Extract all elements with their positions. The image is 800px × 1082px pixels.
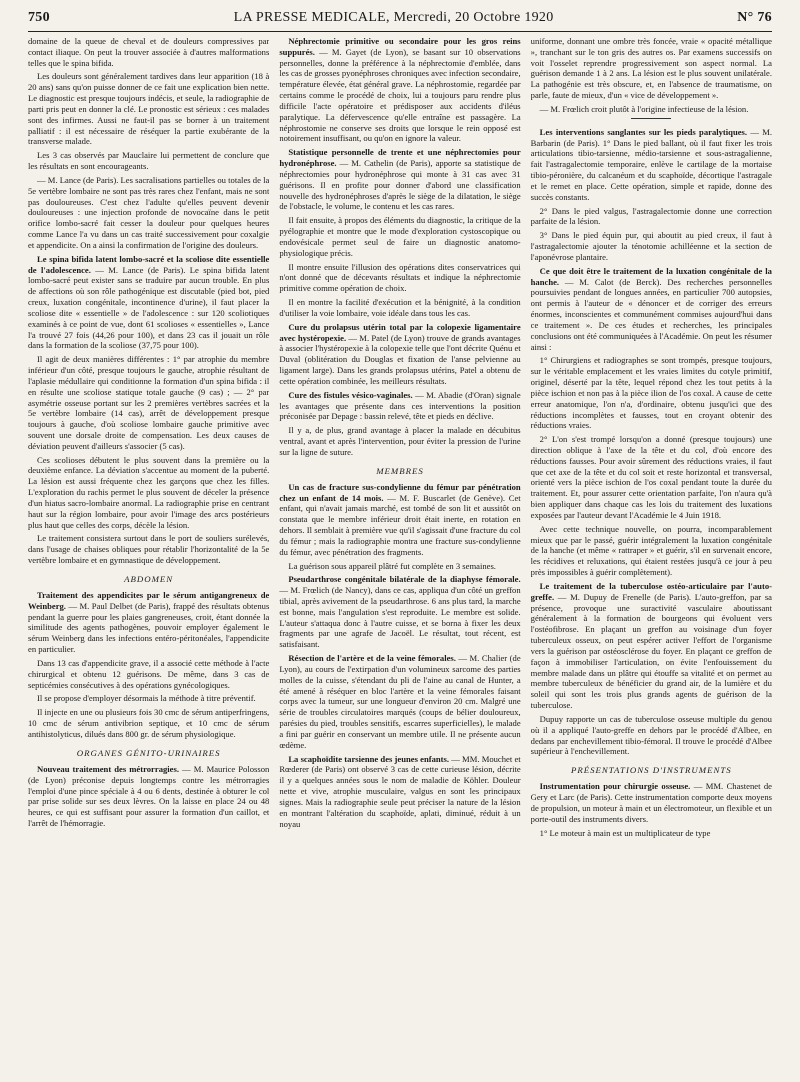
paragraph: La guérison sous appareil plâtré fut complète en 3 semaines. <box>288 560 496 571</box>
paragraph-heading: Ce que doit être le traitement de la luxation congénitale de la hanche. — M. Calot (de Berck). Des recherches personnelles poursuivies pendant de longues années, en particulier 700 autopsies, ont permis à l'auteur de « dénoncer et de corriger des erreurs énormes, inconscientes et communément commises aujourd'hui dans ce traitement ». De ces études et recherches, les principales conclusions ont été communiquées à l'Académie. On peut les résumer ainsi : <box>530 265 772 352</box>
paragraph: 1° Le moteur à main est un multiplicateur de type <box>539 827 711 838</box>
paragraph: 1° Chirurgiens et radiographes se sont trompés, presque toujours, sur le véritable emplacement et les vraies limites du cotyle primitif, originel, déserté par la tête, lequel répond chez les tout petits à la pièce ischion et non pas à la pièce ilion de l'os coxal. A cause de cette erreur anatomique, l'on n'a, d'ordinaire, obtenu jusqu'ici que des réductions incomplètes et fausses, tout en croyant obtenir des réductions vraies. <box>530 355 772 431</box>
paragraph-heading: Pseudarthrose congénitale bilatérale de la diaphyse fémorale. — M. Frœlich (de Nancy), dans ce cas, appliqua d'un côté un greffon tibial, après avivement de la pseudarthrose. 6 ans plus tard, la marche est bonne, mais l'angulation s'est reproduite. Le membre est solide. L'auteur s'attaqua donc à l'autre cuisse, et se borna à fixer les deux fragments par une agrafe de Jacoël. Le résultat, tout récent, est satisfaisant. <box>279 574 521 650</box>
paragraph-heading: Cure des fistules vésico-vaginales. — M. Abadie (d'Oran) signale les avantages que présente dans ces interventions la position préconisée par Depage : bassin relevé, tête et pieds en déclive. <box>279 389 521 422</box>
column-2 <box>279 36 520 1066</box>
page-header <box>28 10 772 32</box>
paragraph: Dupuy rapporte un cas de tuberculose osseuse multiple du genou où il a appliqué l'auto-greffe en dehors par le procédé d'Albee, en dedans par enchevillement tibio-fémoral. Il trouve le procédé d'Albee supérieur à l'enchevillement. <box>530 713 772 757</box>
paragraph-heading: Statistique personnelle de trente et une néphrectomies pour hydronéphrose. — M. Cathelin (de Paris), apporte sa statistique de néphrectomies pour hydronéphrose qui monte à 31 cas avec 31 guérisons. Il en profite pour donner d'abord une classification nouvelle des hydronéphroses d'après le siège de la dilatation, le siège de l'obstacle, le volume, le contenu et les cas rares. <box>279 147 521 212</box>
paragraph-heading: La scaphoïdite tarsienne des jeunes enfants. — MM. Mouchet et Rœderer (de Paris) ont observé 3 cas de cette curieuse lésion, décrite il y a quelques années sous le nom de maladie de Köhler. Douleur nette et vive, atrophie musculaire, valgus en sont les principaux signes. Mais la radiographie seule peut préciser la nature de la lésion en montrant l'altération du scaphoïde, aplati, diminué, réduit à un noyau <box>279 753 521 829</box>
paragraph: Il montre ensuite l'illusion des opérations dites conservatrices qui n'ont donné que de décevants résultats et indique la néphrectomie primitive comme opération de choix. <box>279 261 521 294</box>
paragraph: Il agit de deux manières différentes : 1° par atrophie du membre inférieur d'un côté, presque toujours le gauche, atrophie résultant de l'aplasie médullaire qui conditionne la formation d'un spina bifida : il en résulte une scoliose statique totale gauche (9 cas) ; — 2° par asymétrie osseuse portant sur les 2 premières vertèbres sacrées et la 5e vertèbre lombaire (14 cas), arrêt de développement presque toujours à gauche, d'où scoliose lombaire gauche primitive avec souvent une dorsale droite de compensation. Les deux causes de déviation peuvent d'ailleurs s'associer (5 cas). <box>28 354 270 451</box>
paragraph-heading: Les interventions sanglantes sur les pieds paralytiques. — M. Barbarin (de Paris). 1° Dans le pied ballant, où il faut fixer les trois articulations tibio-tarsienne, médio-tarsienne et sous-astragalienne, fait l'astragalectomie temporaire, enlève le cartilage de la mortaise tibio-péronière, du calcanéum et du scaphoïde, décortique l'astragale et le remet en place. Cette opération, simple et rapide, donne des succès constants. <box>530 126 772 202</box>
paragraph-heading: Résection de l'artère et de la veine fémorales. — M. Chalier (de Lyon), au cours de l'extirpation d'un volumineux sarcome des parties molles de la cuisse, s'étendant du pli de l'aine au canal de Hunter, a été amené à réséquer en bloc l'artère et la veine fémorales faisant corps avec la tumeur, sur une longueur d'environ 20 cm. Malgré une série de troubles circulatoires marqués (coups de bélier douloureux, parésies du pied, troubles sensitifs, escarres superficielles), le malade a fini par guérir en conservant un membre utile. Il ne présente aucun œdème. <box>279 653 521 750</box>
paragraph-heading: Nouveau traitement des métrorragies. — M. Maurice Polosson (de Lyon) préconise depuis longtemps contre les métrorragies l'emploi d'une pince spéciale à 4 ou 6 dents, destinée à obturer le col par prise solide sur ses deux lèvres. On la laisse en place 24 ou 48 heures, ce qui est suffisant pour assurer la formation d'un caillot, et l'arrêt de l'hémorragie. <box>28 763 270 828</box>
divider <box>631 118 671 119</box>
section-heading: ORGANES GÉNITO-URINAIRES <box>76 747 221 758</box>
paragraph: domaine de la queue de cheval et de douleurs compressives par contact iliaque. On peut la trouver associée à d'autres malformations telles que le spina bifida. <box>28 36 270 68</box>
paragraph: 2° Dans le pied valgus, l'astragalectomie donne une correction parfaite de la lésion. <box>530 205 772 227</box>
paragraph-heading: Cure du prolapsus utérin total par la colopexie ligamentaire avec hystéropexie. — M. Patel (de Lyon) trouve de grands avantages à associer l'hystéropexie à la colopexie telle que l'ont décrite Quénu et Duval (oblitération du Douglas et fixation de l'anse pelvienne au ligament large). Dans les grands prolapsus utérins, Patel a obtenu de cette opération combinée, les meilleurs résultats. <box>279 321 521 386</box>
paragraph: Il injecte en une ou plusieurs fois 30 cmc de sérum antiperfringens, 10 cmc de sérum antivibrion septique, et 10 cmc de sérum antihistolyticus, dilués dans 800 gr. de sérum physiologique. <box>28 707 270 739</box>
journal-title: LA PRESSE MEDICALE, Mercredi, 20 Octobre 1920 <box>233 10 554 25</box>
paragraph: Il y a, de plus, grand avantage à placer la malade en décubitus ventral, avant et après l'intervention, pour éviter la pression de l'urine sur la ligne de suture. <box>279 425 521 457</box>
paragraph: 3° Dans le pied équin pur, qui aboutit au pied creux, il faut à l'astragalectomie ajouter la ténotomie achilléenne et la section de l'aponévrose plantaire. <box>530 230 772 262</box>
section-heading: MEMBRES <box>376 465 424 476</box>
section-heading: PRÉSENTATIONS D'INSTRUMENTS <box>571 765 732 776</box>
paragraph: Il fait ensuite, à propos des éléments du diagnostic, la critique de la pyélographie et montre que le mode d'exploration cystoscopique ou endovésicale permet seul de faire un diagnostic anatomo-physiologique précis. <box>279 215 521 258</box>
paragraph: Il en montre la facilité d'exécution et la bénignité, à la condition d'utiliser la voie lombaire, voie idéale dans tous les cas. <box>279 297 521 318</box>
section-heading: ABDOMEN <box>124 573 174 584</box>
paragraph: Les douleurs sont généralement tardives dans leur apparition (18 à 20 ans) sans qu'on puisse donner de ce fait une explication bien nette. Le diagnostic est presque toujours indécis, et seule, la radiographie de parti pris peut en donner la clé. Le pronostic est sérieux : ces malades sont des infirmes. Aussi ne faut-il pas se borner à un traitement palliatif : il est nécessaire de réséquer la partie exubérante de la transverse malade. <box>28 71 270 147</box>
paragraph-heading: Instrumentation pour chirurgie osseuse. — MM. Chastenet de Gery et Larc (de Paris). Cette instrumentation comporte deux moyens de propulsion, un moteur à main et un électromoteur, un flexible et un porte-outil des instruments divers. <box>530 781 772 824</box>
page-number: 750 <box>28 10 50 25</box>
paragraph: Il se propose d'employer désormais la méthode à titre préventif. <box>37 693 256 704</box>
text-columns <box>28 36 772 1066</box>
paragraph: — M. Lance (de Paris). Les sacralisations partielles ou totales de la 5e vertèbre lombaire ne sont pas très rares chez l'enfant, mais ne sont pas douloureuses. C'est chez l'adulte qu'elles peuvent devenir douloureuses : une injection profonde de novocaïne dans le petit orifice lombo-sacré fait cesser la douleur pour quelques heures comme Lance l'a vu dans un cas traité successivement pour coxalgie et appendicite. On a ainsi la confirmation de l'origine des douleurs. <box>28 174 270 250</box>
paragraph: — M. Frœlich croit plutôt à l'origine infectieuse de la lésion. <box>539 103 749 114</box>
paragraph-heading: Néphrectomie primitive ou secondaire pour les gros reins suppurés. — M. Gayet (de Lyon), se basant sur 10 observations personnelles, donne la préférence à la néphrectomie d'emblée, dans les cas de grosses pyonéphroses chroniques avec infection secondaire, température élevée, état général grave. La néphrostomie, regardée par certains comme le procédé de choix, lui a toujours paru rendre plus difficile l'acte opératoire et prédisposer aux accidents d'iléus paralytique. La défervescence qu'elle entraîne est passagère. La néphrostomie ne conserve ses droits que lorsque le rein opposé est notoirement insuffisant, ou qu'on en ignore la valeur. <box>279 36 521 144</box>
column-1 <box>28 36 269 1066</box>
paragraph-heading: Un cas de fracture sus-condylienne du fémur par pénétration chez un enfant de 14 mois. — M. F. Buscarlet (de Genève). Cet enfant, qui n'avait jamais marché, est tombé de son lit et aussitôt on constata que le membre inférieur droit était inerte, en rotation en dehors. Il semblait à première vue qu'il s'agissait d'une fracture du col du fémur ; mais la radiographie montra une fracture sus-condylienne du fémur, avec pénétration des fragments. <box>279 481 521 557</box>
column-3 <box>531 36 772 1066</box>
paragraph: 2° L'on s'est trompé lorsqu'on a donné (presque toujours) une direction oblique à l'axe de la tête et du col, d'où encore des réductions fausses. Pour avoir sûrement des réductions vraies, il faut que cet axe de la tête et du col soit et reste horizontal et transversal, orienté vers la pièce ischion de l'os coxal pendant toute la durée du traitement. Et, pour assurer cette orientation parfaite, l'on n'aura qu'à bien appliquer dans chaque cas les lois du traitement des luxations exposées par l'auteur devant l'Académie le 4 Juin 1918. <box>530 434 772 520</box>
paragraph: Les 3 cas observés par Mauclaire lui permettent de conclure que les résultats en sont encourageants. <box>28 150 270 172</box>
paragraph-heading: Le spina bifida latent lombo-sacré et la scoliose dite essentielle de l'adolescence. — M. Lance (de Paris). Le spina bifida latent lombo-sacré peut exister sans se traduire par aucun trouble. En plus de affections où son rôle pathogénique est discutable (pied bot, pied creux, luxation congénitale, incontinence d'urine), il faut placer la scoliose dite « essentielle » de l'adolescence : sur 120 scoliotiques examinés à ce point de vue, dont 61 scolioses « essentielles », Lance l'a trouvé 27 fois (44,26 pour 100), et dans 23 cas il jouait un rôle dans la formation de la scoliose (37,75 pour 100). <box>28 253 270 351</box>
paragraph: Dans 13 cas d'appendicite grave, il a associé cette méthode à l'acte chirurgical et obtenu 12 guérisons. De même, dans 3 cas de septicémies consécutives à des opérations gynécologiques. <box>28 657 270 690</box>
paragraph-heading: Traitement des appendicites par le sérum antigangreneux de Weinberg. — M. Paul Delbet (de Paris), frappé des résultats obtenus pendant la guerre pour les plaies gangreneuses, croit, étant donnée la similitude des agents pathogènes, pouvoir employer également le sérum Weinberg dans les infections entéro-péritonéales, l'appendicite en particulier. <box>28 590 270 655</box>
paragraph: Avec cette technique nouvelle, on pourra, incomparablement mieux que par le passé, guérir intégralement la luxation congénitale de la hanche (et même « rattraper » et guérir, s'il en survenait encore, les récidives et reluxations, qui étaient restées jusqu'à ce jour à peu près impossibles à guérir complètement). <box>530 523 772 578</box>
issue-number: N° 76 <box>737 10 772 25</box>
paragraph: Le traitement consistera surtout dans le port de souliers surélevés, dans l'usage de chaises obliques pour rétablir l'horizontalité de la 5e vertèbre lombaire et en gymnastique de développement. <box>28 533 270 566</box>
paragraph: Ces scolioses débutent le plus souvent dans la première ou la deuxième enfance. La déviation s'accentue au moment de la puberté. La lésion est aussi fréquente chez les garçons que chez les filles. L'exploration du rachis permet le plus souvent de déceler la présence d'un hiatus sacro-lombaire anormal. La radiographie prise en centrant haut sur la région lombaire, pour avoir l'image des arcs postérieurs plus haut que celles des corps, décèle la lésion. <box>28 454 270 530</box>
paragraph-heading: Le traitement de la tuberculose ostéo-articulaire par l'auto-greffe. — M. Dupuy de Frenelle (de Paris). L'auto-greffon, par sa présence, provoque une suractivité vasculaire aboutissant généralement à la formation de bourgeons qui évoluent vers l'ostéofibrose. En plaçant un greffon au voisinage d'un foyer tuberculeux osseux, on peut espérer activer l'effort de l'organisme vers la guérison par ostéosclérose du foyer. En plaçant ce greffon de façon à immobiliser l'articulation, on évite l'enfouissement du membre malade dans un plâtre qui étouffe sa vitalité et on permet au membre tuberculeux de bénéficier du grand air, de la lumière et du soleil qui sont les trois plus grands agents de guérison de la tuberculose. <box>530 580 772 711</box>
paragraph: uniforme, donnant une ombre très foncée, vraie « opacité métallique », tranchant sur le ton gris des autres os. Par examens successifs on voit l'osselet reprendre progressivement son aspect normal. La guérison demande 1 à 2 ans. La lésion est le plus souvent unilatérale. La pathogénie est très obscure, et, en l'absence de traumatisme, on parle, faute de mieux, d'un « vice de développement ». <box>530 36 772 101</box>
